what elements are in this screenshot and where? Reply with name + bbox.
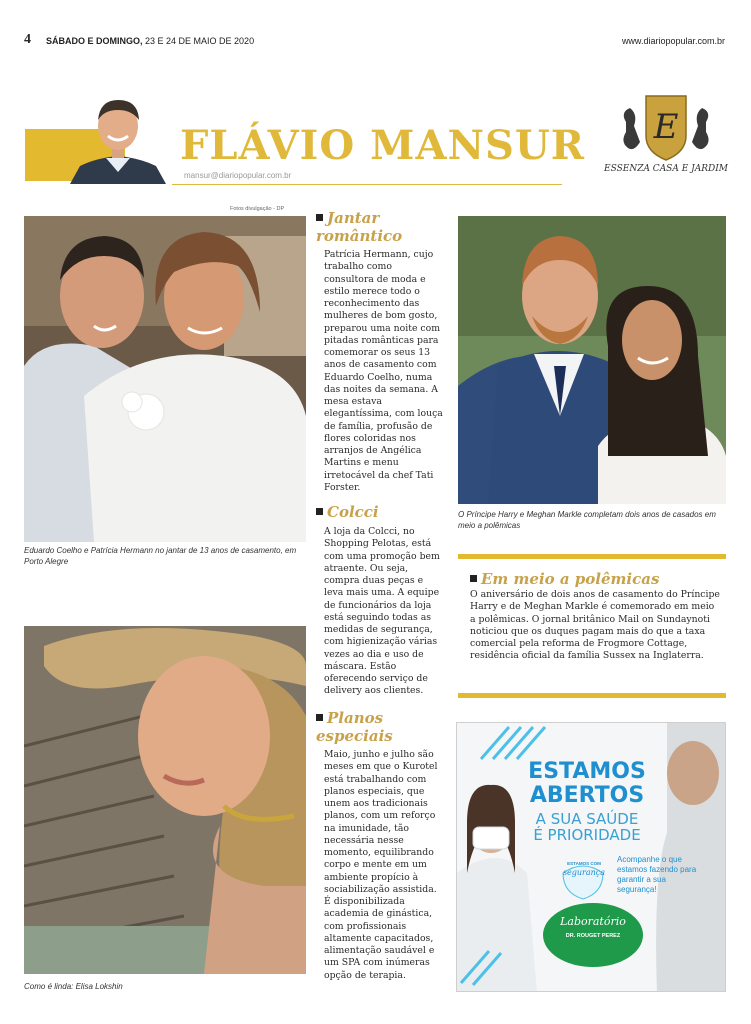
article-colcci bbox=[316, 503, 444, 698]
article-jantar-body: Patrícia Hermann, cujo trabalho como consultora de moda e estilo merece todo o reconhecimento das mulheres de bom gosto, preparou uma noite com pitadas românticas para comemorar os seus 13 anos de casamento com Eduardo Coelho, numa das noites da semana. A mesa estava elegantíssima, com louça de família, profusão de flores coloridas nos arranjos de Angélica Martins e menu irretocável da chef Tati Forster. bbox=[324, 249, 443, 493]
royals-photo bbox=[458, 216, 726, 504]
columnist-email[interactable]: mansur@diariopopular.com.br bbox=[184, 171, 292, 180]
article-polemicas-body: O aniversário de dois anos de casamento do Príncipe Harry e de Meghan Markle é comemorado em meio a polêmicas. O jornal britânico Mail on Sundaynoti noticiou que os duques pagam mais do que a taxa comercial pela reforma de Frogmore Cottage, residência oficial da família Sussex na Inglaterra. bbox=[470, 589, 720, 662]
page-number: 4 bbox=[24, 32, 31, 47]
article-planos-title bbox=[316, 709, 444, 745]
article-colcci-title-text: Colcci bbox=[327, 503, 379, 521]
lab-advertisement[interactable] bbox=[456, 722, 726, 992]
royals-caption: O Príncipe Harry e Meghan Markle completam dois anos de casados em meio a polêmicas bbox=[458, 510, 716, 530]
ad-message: Acompanhe o que estamos fazendo para garantir a sua segurança! bbox=[617, 855, 697, 894]
masthead-rule bbox=[172, 184, 562, 185]
edition-date-rest: 23 E 24 DE MAIO DE 2020 bbox=[142, 36, 255, 46]
couple-photo bbox=[24, 216, 306, 542]
gold-rule-top bbox=[458, 554, 726, 559]
site-url[interactable]: www.diariopopular.com.br bbox=[621, 36, 725, 46]
ad-brand-name: DR. ROUGET PEREZ bbox=[565, 933, 621, 939]
bullet-square-icon bbox=[470, 575, 477, 582]
photo-credit: Fotos divulgação - DP bbox=[230, 206, 285, 212]
article-polemicas bbox=[470, 570, 720, 663]
couple-caption: Eduardo Coelho e Patrícia Hermann no jantar de 13 anos de casamento, em Porto Alegre bbox=[24, 546, 297, 566]
gold-rule-bottom bbox=[458, 693, 726, 698]
edition-date-bold: SÁBADO E DOMINGO, bbox=[46, 36, 143, 46]
article-jantar-title bbox=[316, 209, 444, 245]
article-planos-title-text: Planos especiais bbox=[316, 709, 393, 745]
bullet-square-icon bbox=[316, 714, 323, 721]
elisa-caption: Como é linda: Elisa Lokshin bbox=[24, 982, 123, 991]
ad-brand-script: Laboratório bbox=[560, 915, 626, 928]
article-colcci-body: A loja da Colcci, no Shopping Pelotas, está com uma promoção bem atraente. Ou seja, compra duas peças e leva mais uma. A equipe de funcionários da loja está seguindo todas as medidas de segurança, com higienização várias vezes ao dia e uso de máscara. Estão oferecendo serviço de delivery aos clientes. bbox=[324, 526, 440, 697]
article-polemicas-title bbox=[470, 570, 720, 588]
article-planos-body: Maio, junho e julho são meses em que o Kurotel está trabalhando com planos especiais, que unem aos tradicionais planos, com um reforço na imunidade, tão necessária nesse momento, equilibrando corpo e mente em um ambiente propício à sociabilização assistida. É disponibilizada academia de ginástica, com profissionais altamente capacitados, alimentação saudável e um SPA com inúmeras opção de terapia. bbox=[324, 749, 438, 981]
columnist-name: FLÁVIO MANSUR bbox=[180, 122, 586, 169]
ad-subline-2: É PRIORIDADE bbox=[533, 826, 641, 844]
ad-seal-top: ESTAMOS COM bbox=[567, 861, 601, 866]
bullet-square-icon bbox=[316, 214, 323, 221]
ad-headline-2: ABERTOS bbox=[529, 783, 645, 808]
article-jantar-title-text: Jantar romântico bbox=[316, 209, 403, 245]
edition-date bbox=[46, 36, 254, 46]
ad-seal-main: segurança bbox=[562, 868, 606, 877]
bullet-square-icon bbox=[316, 508, 323, 515]
ad-subline-1: A SUA SAÚDE bbox=[535, 810, 639, 828]
article-colcci-title bbox=[316, 503, 444, 521]
article-planos bbox=[316, 709, 444, 982]
columnist-portrait bbox=[66, 92, 170, 184]
article-jantar bbox=[316, 209, 444, 494]
sponsor-name: ESSENZA CASA E JARDIM bbox=[604, 164, 729, 174]
elisa-photo bbox=[24, 626, 306, 974]
article-polemicas-title-text: Em meio a polêmicas bbox=[481, 570, 660, 588]
ad-headline-1: ESTAMOS bbox=[528, 759, 646, 784]
sponsor-monogram: E bbox=[653, 107, 679, 147]
